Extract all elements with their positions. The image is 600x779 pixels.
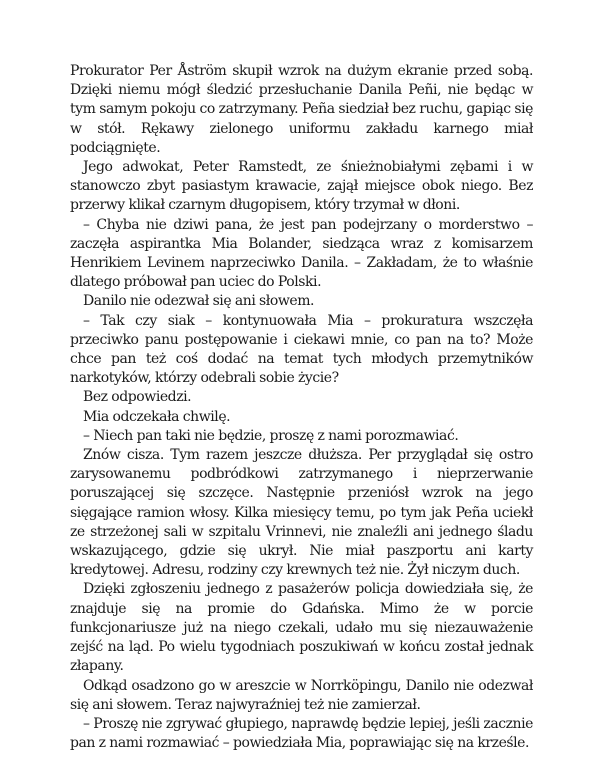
paragraph: – Tak czy siak – kontynuowała Mia – prokuratura wszczęła przeciwko panu postępowanie i ciekawi mnie, co pan na to? Może chce pan też coś dodać na temat tych młodych przemytników narkotyków, którzy odebrali sobie życie? [70, 312, 533, 387]
paragraph: Danilo nie odezwał się ani słowem. [83, 293, 315, 310]
paragraph: Jego adwokat, Peter Ramstedt, ze śnieżnobiałymi zębami i w stanowczo zbyt pasiastym krawacie, zajął miejsce obok niego. Bez przerwy klikał czarnym długopisem, który trzymał w dłoni. [70, 159, 533, 214]
paragraph: – Niech pan taki nie będzie, proszę z nami porozmawiać. [83, 427, 459, 444]
paragraph: Znów cisza. Tym razem jeszcze dłuższa. Per przyglądał się ostro zarysowanemu podbródkowi zatrzymanego i nieprzerwanie poruszającej się szczęce. Następnie przeniósł wzrok na jego sięgające ramion włosy. Kilka miesięcy temu, po tym jak Peña uciekł ze strzeżonej sali w szpitalu Vrinnevi, nie znaleźli ani jednego śladu wskazującego, gdzie się ukrył. Nie miał paszportu ani karty kredytowej. Adresu, rodziny czy krewnych też nie. Żył niczym duch. [70, 447, 533, 579]
paragraph: – Proszę nie zgrywać głupiego, naprawdę będzie lepiej, jeśli zacznie pan z nami rozmawiać – powiedziała Mia, poprawiając się na krześle. [70, 715, 533, 752]
paragraph: Odkąd osadzono go w areszcie w Norrköpingu, Danilo nie odezwał się ani słowem. Teraz najwyraźniej też nie zamierzał. [70, 677, 533, 713]
paragraph: Prokurator Per Åström skupił wzrok na dużym ekranie przed sobą. Dzięki niemu mógł śledzić przesłuchanie Danila Peñi, nie będąc w tym samym pokoju co zatrzymany. Peña siedział bez ruchu, gapiąc się w stół. Rękawy zielonego uniformu zakładu karnego miał podciągnięte. [70, 63, 533, 156]
page-text [70, 62, 533, 753]
paragraph: Mia odczekała chwilę. [83, 408, 231, 425]
paragraph: Bez odpowiedzi. [83, 389, 192, 406]
paragraph: Dzięki zgłoszeniu jednego z pasażerów policja dowiedziała się, że znajduje się na promie do Gdańska. Mimo że w porcie funkcjonariusze już na niego czekali, udało mu się niezauważenie zejść na ląd. Po wielu tygodniach poszukiwań w końcu został jednak złapany. [70, 581, 533, 675]
paragraph: – Chyba nie dziwi pana, że jest pan podejrzany o morderstwo – zaczęła aspirantka Mia Bolander, siedząca wraz z komisarzem Henrikiem Levinem naprzeciwko Danila. – Zakładam, że to właśnie dlatego próbował pan uciec do Polski. [70, 216, 533, 291]
